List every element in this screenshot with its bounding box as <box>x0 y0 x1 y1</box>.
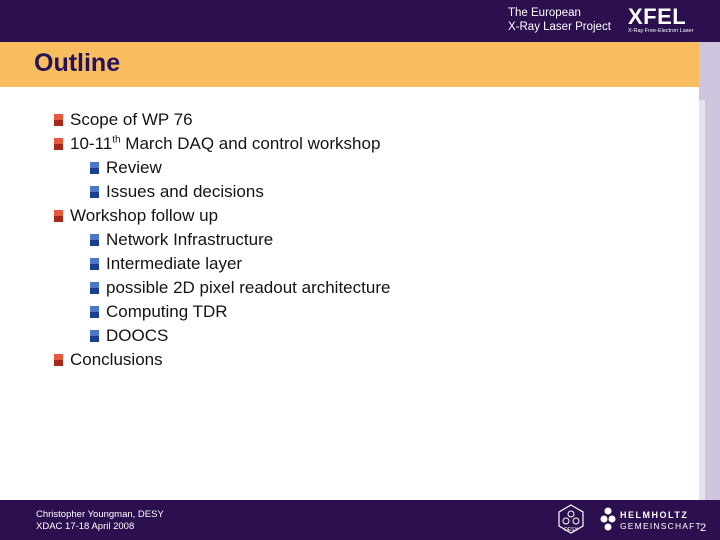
helmholtz-line1: HELMHOLTZ <box>620 510 689 520</box>
author-name: Christopher Youngman, DESY <box>36 509 164 520</box>
list-item-text-sup: th <box>112 134 121 146</box>
desy-logo-text: DESY <box>564 527 578 533</box>
list-item-text: Network Infrastructure <box>106 230 274 249</box>
list-item-text: possible 2D pixel readout architecture <box>106 278 391 297</box>
list-item-text: Scope of WP 76 <box>70 110 193 129</box>
page-number: 2 <box>700 522 707 534</box>
bullet-icon <box>90 162 99 174</box>
project-line1: The European <box>508 7 581 19</box>
project-line2: X-Ray Laser Project <box>508 21 611 33</box>
list-item-text: Intermediate layer <box>106 254 243 273</box>
list-item-text: Workshop follow up <box>70 206 219 225</box>
bullet-icon <box>54 210 63 222</box>
bullet-icon <box>90 282 99 294</box>
helmholtz-logo <box>620 510 702 532</box>
list-item-text: Review <box>106 158 162 177</box>
bullet-icon <box>54 114 63 126</box>
header-bar <box>0 0 720 42</box>
helmholtz-mark-icon <box>598 505 618 533</box>
footer-bar <box>0 500 720 540</box>
list-item-text: Conclusions <box>70 350 163 369</box>
helmholtz-line2: GEMEINSCHAFT <box>620 521 702 531</box>
bullet-icon <box>90 186 99 198</box>
project-name <box>508 6 628 34</box>
bullet-icon <box>90 258 99 270</box>
xfel-logo-subtext: X-Ray Free-Electron Laser <box>628 28 694 34</box>
bullet-icon <box>90 306 99 318</box>
list-item-text: Computing TDR <box>106 302 228 321</box>
right-decor-strip <box>699 42 720 500</box>
slide-title: Outline <box>34 49 121 77</box>
bullet-icon <box>54 354 63 366</box>
bullet-icon <box>90 234 99 246</box>
list-item-text: DOOCS <box>106 326 169 345</box>
list-item-text: Issues and decisions <box>106 182 264 201</box>
xfel-logo <box>628 6 720 35</box>
right-decor-inner <box>699 100 705 500</box>
footer-author <box>36 509 164 533</box>
list-item-text-post: March DAQ and control workshop <box>120 134 381 153</box>
xfel-logo-text: XFEL <box>628 4 687 29</box>
event-name: XDAC 17-18 April 2008 <box>36 521 135 532</box>
desy-logo-icon <box>556 504 586 534</box>
bullet-icon <box>90 330 99 342</box>
title-band <box>0 42 699 87</box>
list-item-text <box>70 132 380 156</box>
bullet-icon <box>54 138 63 150</box>
list-item-text-pre: 10-11 <box>70 134 113 153</box>
